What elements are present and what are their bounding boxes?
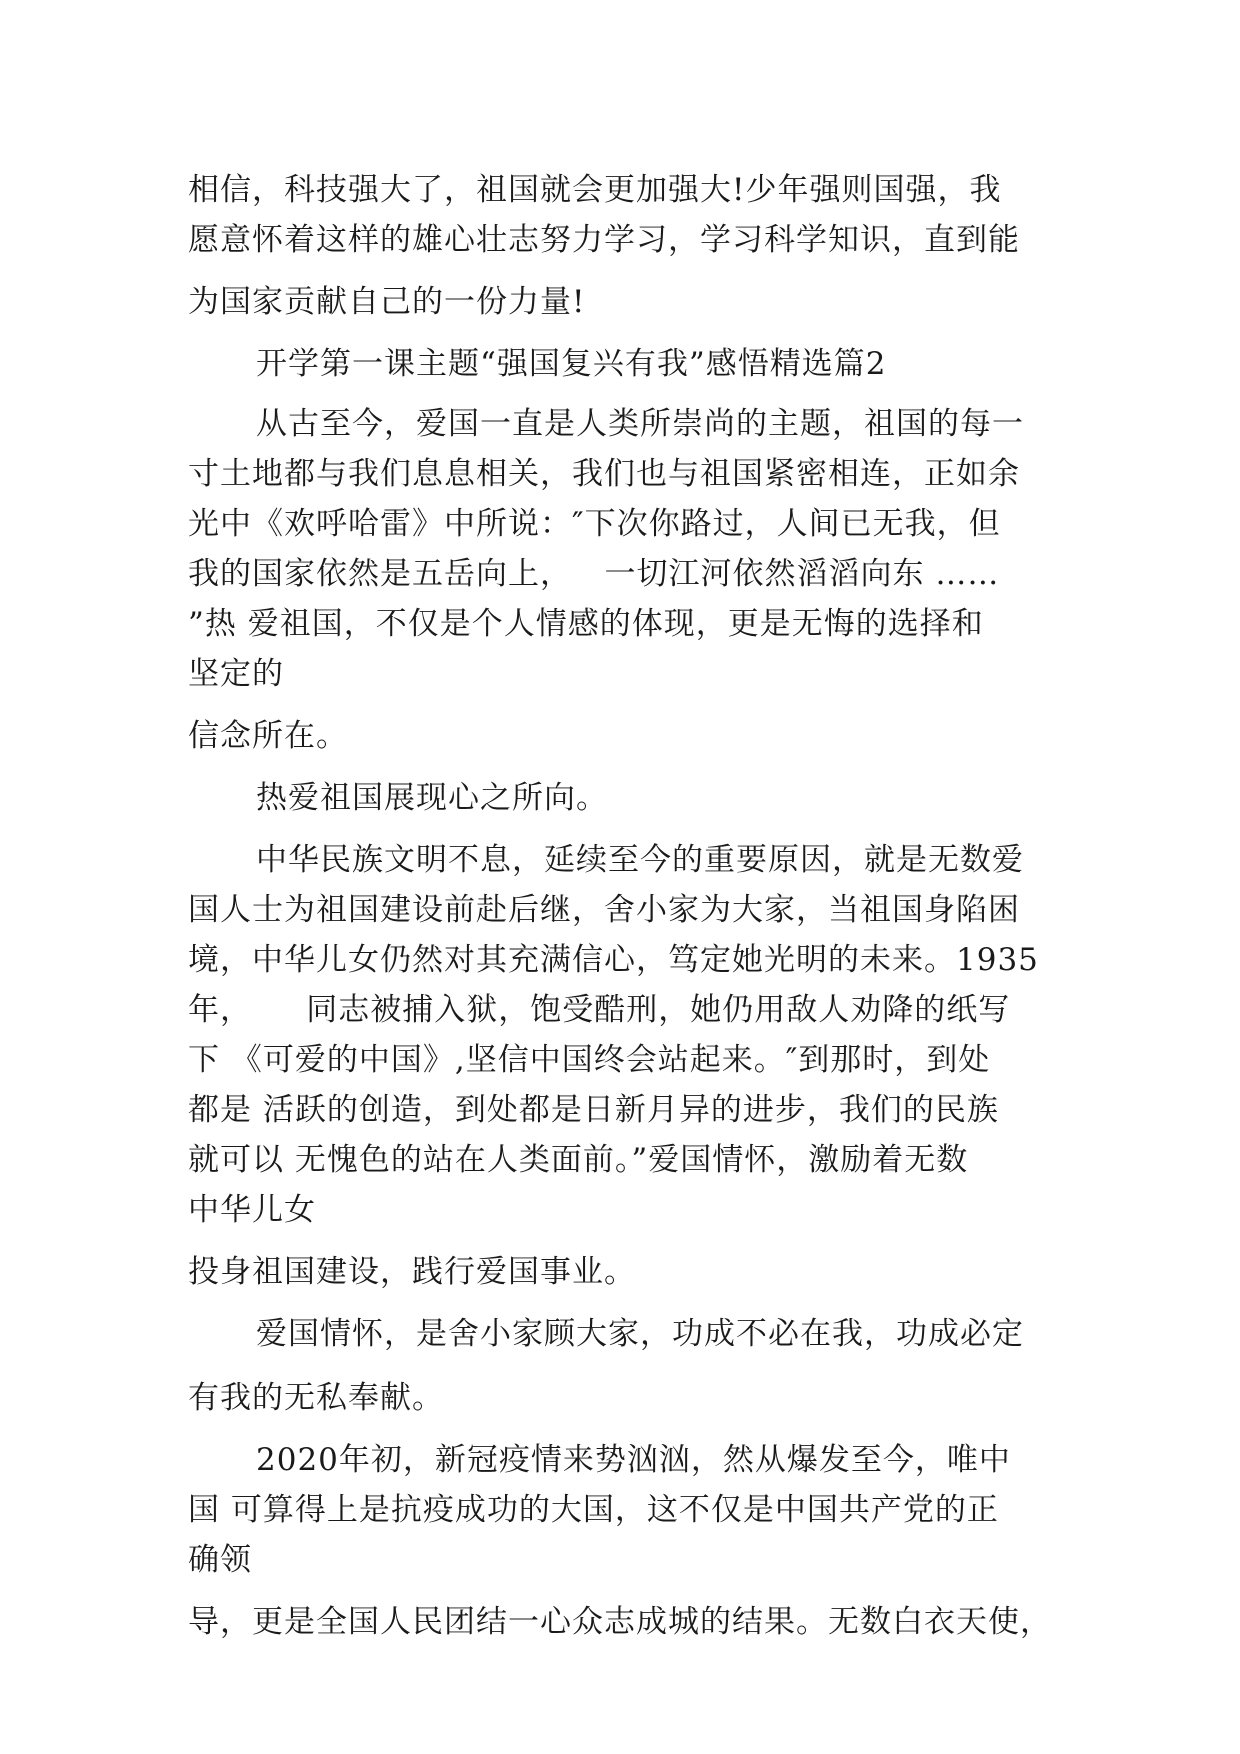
text-line: 年， 同志被捕入狱，饱受酷刑，她仍用敌人劝降的纸写 — [188, 992, 1011, 1028]
text-line: 下 《可爱的中国》,坚信中国终会站起来。″到那时，到处 — [188, 1042, 991, 1078]
text-line: 投身祖国建设，践行爱国事业。 — [188, 1254, 636, 1290]
text-line: ”热 爱祖国，不仅是个人情感的体现，更是无悔的选择和 — [188, 606, 984, 642]
text-line: 中华民族文明不息，延续至今的重要原因，就是无数爱 — [256, 842, 1024, 878]
text-line: 国 可算得上是抗疫成功的大国，这不仅是中国共产党的正 — [188, 1492, 999, 1528]
text-line: 导，更是全国人民团结一心众志成城的结果。无数白衣天使， — [188, 1604, 1052, 1640]
text-line: 都是 活跃的创造，到处都是日新月异的进步，我们的民族 — [188, 1092, 999, 1128]
text-line: 2020年初，新冠疫情来势汹汹，然从爆发至今，唯中 — [256, 1442, 1011, 1478]
text-line: 为国家贡献自己的一份力量! — [188, 284, 586, 320]
text-line: 爱国情怀，是舍小家顾大家，功成不必在我，功成必定 — [256, 1316, 1024, 1352]
text-line: 热爱祖国展现心之所向。 — [256, 780, 608, 816]
text-line: 愿意怀着这样的雄心壮志努力学习，学习科学知识，直到能 — [188, 222, 1020, 258]
text-line: 寸土地都与我们息息相关，我们也与祖国紧密相连，正如余 — [188, 456, 1020, 492]
text-line: 确领 — [188, 1542, 252, 1578]
text-line: 境，中华儿女仍然对其充满信心，笃定她光明的未来。1935 — [188, 942, 1039, 978]
text-line: 坚定的 — [188, 656, 284, 692]
section-heading: 开学第一课主题“强国复兴有我”感悟精选篇2 — [256, 346, 887, 382]
text-line: 有我的无私奉献。 — [188, 1380, 444, 1416]
text-line: 国人士为祖国建设前赴后继，舍小家为大家，当祖国身陷困 — [188, 892, 1020, 928]
text-line: 从古至今，爱国一直是人类所崇尚的主题，祖国的每一 — [256, 406, 1024, 442]
text-line: 相信，科技强大了，祖国就会更加强大!少年强则国强，我 — [188, 172, 1002, 208]
text-line: 就可以 无愧色的站在人类面前。”爱国情怀，激励着无数 — [188, 1142, 969, 1178]
text-line: 我的国家依然是五岳向上， 一切江河依然滔滔向东 …… — [188, 556, 1000, 592]
text-line: 信念所在。 — [188, 718, 348, 754]
text-line: 光中《欢呼哈雷》中所说：″下次你路过，人间已无我，但 — [188, 506, 1001, 542]
text-line: 中华儿女 — [188, 1192, 316, 1228]
